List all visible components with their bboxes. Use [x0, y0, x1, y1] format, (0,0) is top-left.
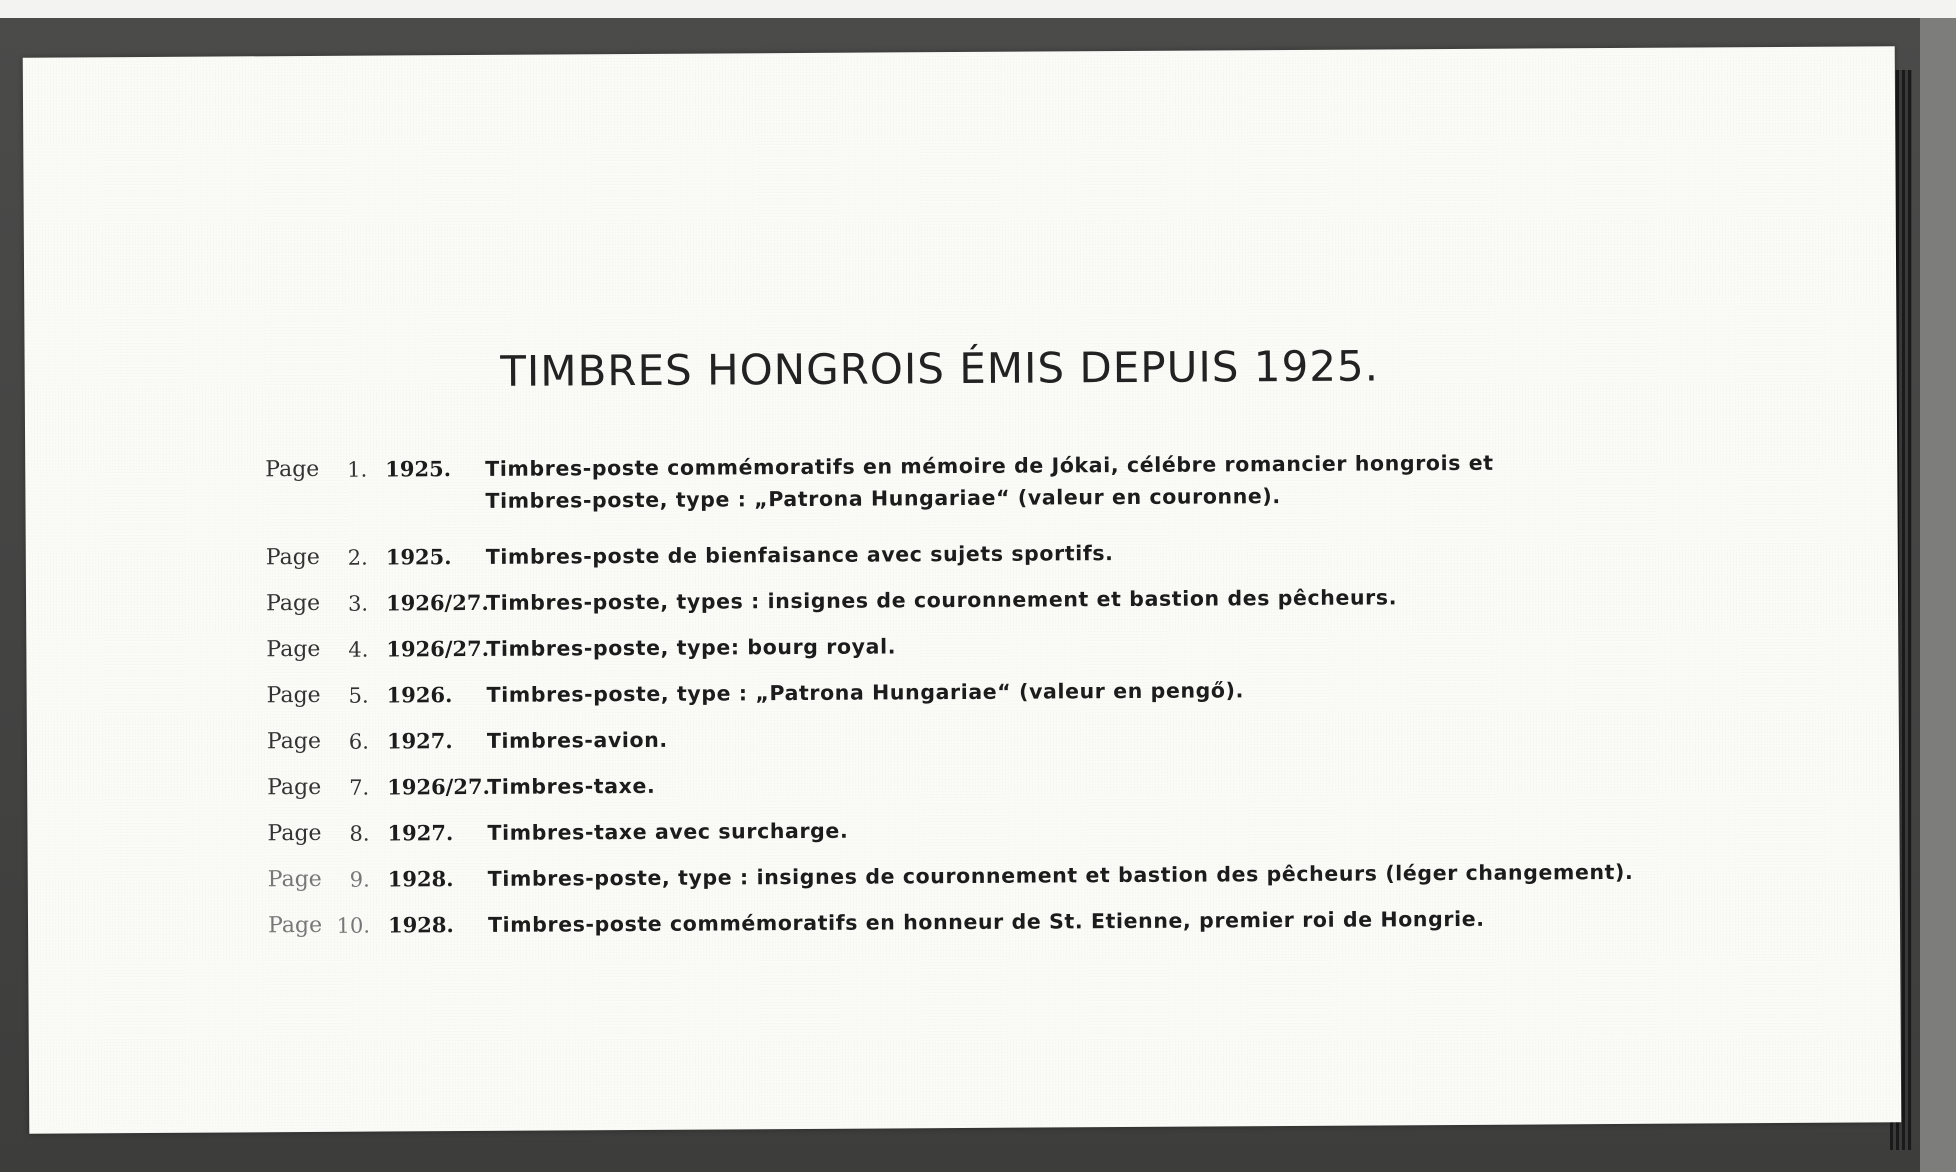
entry-page-label: Page — [266, 728, 322, 755]
list-item — [266, 579, 1806, 620]
entry-page-label: Page — [265, 590, 321, 617]
entry-page-label: Page — [265, 456, 320, 483]
entry-description: Timbres-poste, type : insignes de couronnement et bastion des pêcheurs (léger changement). — [487, 859, 1634, 891]
list-item — [265, 445, 1805, 518]
entry-year: 1925. — [385, 544, 452, 570]
entry-year: 1926/27. — [386, 635, 490, 662]
entry-page-label: Page — [267, 866, 322, 893]
list-item — [268, 901, 1808, 942]
paper-sheet — [23, 46, 1902, 1133]
list-item — [267, 671, 1807, 712]
entry-description — [485, 445, 1805, 517]
entry-page-number: 6. — [348, 729, 369, 754]
entry-description: Timbres-poste, type : „Patrona Hungariae“ (valeur en pengő). — [486, 678, 1245, 707]
entry-page-number: 5. — [348, 683, 369, 708]
entry-year: 1927. — [387, 820, 454, 846]
entry-description: Timbres-poste commémoratifs en honneur de St. Etienne, premier roi de Hongrie. — [487, 906, 1485, 937]
entry-page-number: 10. — [336, 913, 371, 938]
entry-page-number: 1. — [347, 457, 368, 482]
entry-description: Timbres-poste de bienfaisance avec sujets sportifs. — [485, 541, 1114, 569]
entry-description: Timbres-taxe avec surcharge. — [487, 818, 849, 845]
entry-description-line: Timbres-poste commémoratifs en mémoire de Jókai, célébre romancier hongrois et — [485, 450, 1494, 481]
entry-description: Timbres-poste, type: bourg royal. — [486, 634, 897, 661]
page-title: TIMBRES HONGROIS ÉMIS DEPUIS 1925. — [500, 341, 1380, 396]
entry-page-number: 3. — [347, 591, 369, 616]
entry-page-number: 7. — [349, 775, 370, 800]
entry-page-number: 4. — [348, 637, 369, 662]
entry-description: Timbres-taxe. — [487, 773, 656, 799]
entry-year: 1928. — [387, 912, 454, 938]
list-item — [266, 533, 1806, 574]
entry-year: 1928. — [387, 866, 454, 892]
entry-page-number: 9. — [349, 867, 370, 892]
entry-year: 1925. — [385, 456, 452, 482]
list-item — [268, 855, 1808, 896]
list-item — [267, 809, 1807, 850]
entry-year: 1926. — [386, 682, 453, 708]
list-item — [267, 717, 1807, 758]
entry-page-number: 2. — [347, 545, 368, 570]
list-item — [266, 625, 1806, 666]
entry-year: 1927. — [386, 728, 453, 754]
entry-description-line: Timbres-poste, type : „Patrona Hungariae“ (valeur en couronne). — [485, 484, 1281, 513]
entry-page-label: Page — [265, 544, 320, 571]
entry-page-label: Page — [266, 636, 321, 663]
entry-page-label: Page — [266, 682, 321, 709]
entry-year: 1926/27. — [387, 773, 490, 800]
entry-description: Timbres-poste, types : insignes de couronnement et bastion des pêcheurs. — [485, 585, 1398, 615]
entry-year: 1926/27. — [385, 589, 489, 616]
entry-page-label: Page — [267, 774, 322, 801]
entry-page-label: Page — [267, 912, 323, 939]
album-board-edge — [1920, 18, 1956, 1172]
list-item — [267, 763, 1807, 804]
entry-page-number: 8. — [349, 821, 370, 846]
contents-list — [265, 445, 1808, 956]
entry-description: Timbres-avion. — [486, 727, 668, 753]
entry-page-label: Page — [267, 820, 322, 847]
